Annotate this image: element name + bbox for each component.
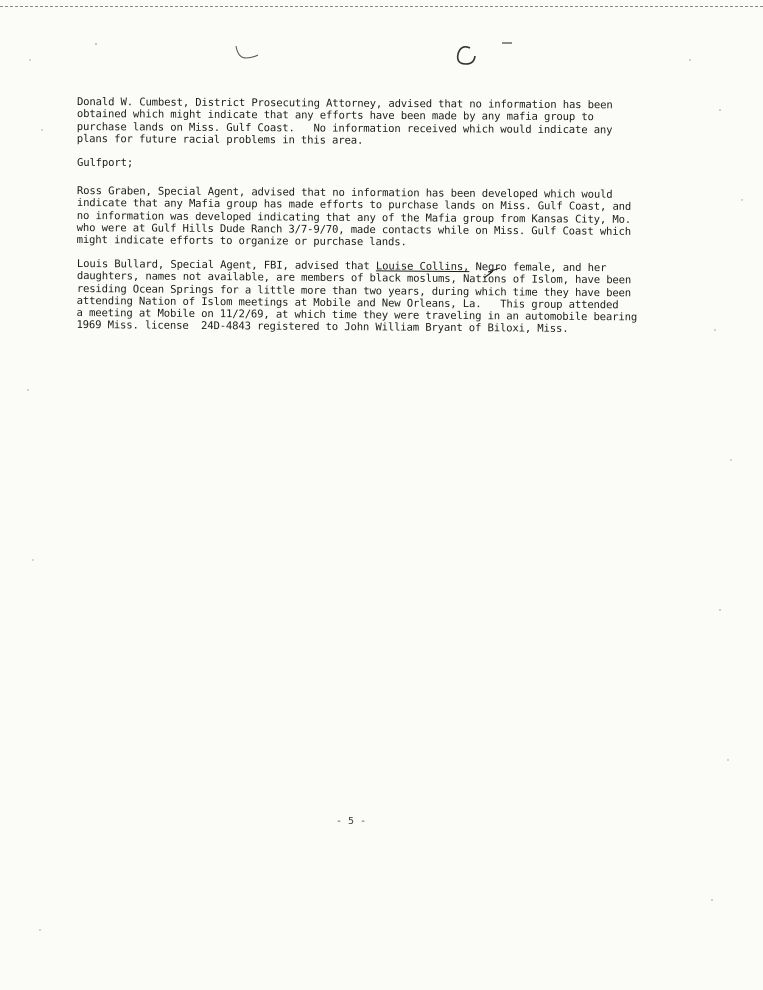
pen-mark-left: [236, 46, 258, 58]
line-prefix: Louis Bullard, Special Agent, FBI, advised that: [76, 257, 376, 273]
text-line: Donald W. Cumbest, District Prosecuting Attorney, advised that no information has been: [76, 96, 613, 112]
text-line: a meeting at Mobile on 11/2/69, at which time they were traveling in an automobile bearing: [76, 307, 638, 324]
paragraph-cumbest: [77, 96, 717, 149]
section-heading-gulfport: Gulfport;: [77, 157, 134, 170]
paragraph-graben: [77, 185, 717, 251]
paragraph-bullard: [76, 258, 717, 337]
document-body: [76, 96, 717, 336]
text-line: who were at Gulf Hills Dude Ranch 3/7-9/70, made contacts while on Miss. Gulf Coast which: [76, 222, 632, 239]
text-line: attending Nation of Islom meetings at Mobile and New Orleans, La. This group attended: [76, 294, 619, 312]
text-line: indicate that any Mafia group has made efforts to purchase lands on Miss. Gulf Coast, and: [76, 197, 632, 214]
text-line: purchase lands on Miss. Gulf Coast. No information received which would indicate any: [76, 120, 613, 136]
line-suffix: Negro female, and her: [469, 261, 607, 275]
punch-hole-mark: [458, 47, 475, 64]
text-line: residing Ocean Springs for a little more than two years, during which time they have been: [76, 282, 632, 299]
page-number: - 5 -: [336, 816, 367, 827]
underlined-name: Louise Collins,: [375, 260, 470, 274]
text-line: might indicate efforts to organize or purchase lands.: [76, 234, 407, 249]
text-line: Ross Graben, Special Agent, advised that no information has been developed which would: [76, 185, 613, 202]
text-line: daughters, names not available, are members of black moslums, Nations of Islom, have been: [76, 270, 632, 287]
text-line: plans for future racial problems in this area.: [76, 132, 364, 147]
text-line: obtained which might indicate that any efforts have been made by any mafia group to: [76, 108, 594, 124]
text-line: no information was developed indicating that any of the Mafia group from Kansas City, Mo.: [76, 210, 632, 226]
text-line: 1969 Miss. license 24D-4843 registered to John William Bryant of Biloxi, Miss.: [76, 319, 569, 336]
